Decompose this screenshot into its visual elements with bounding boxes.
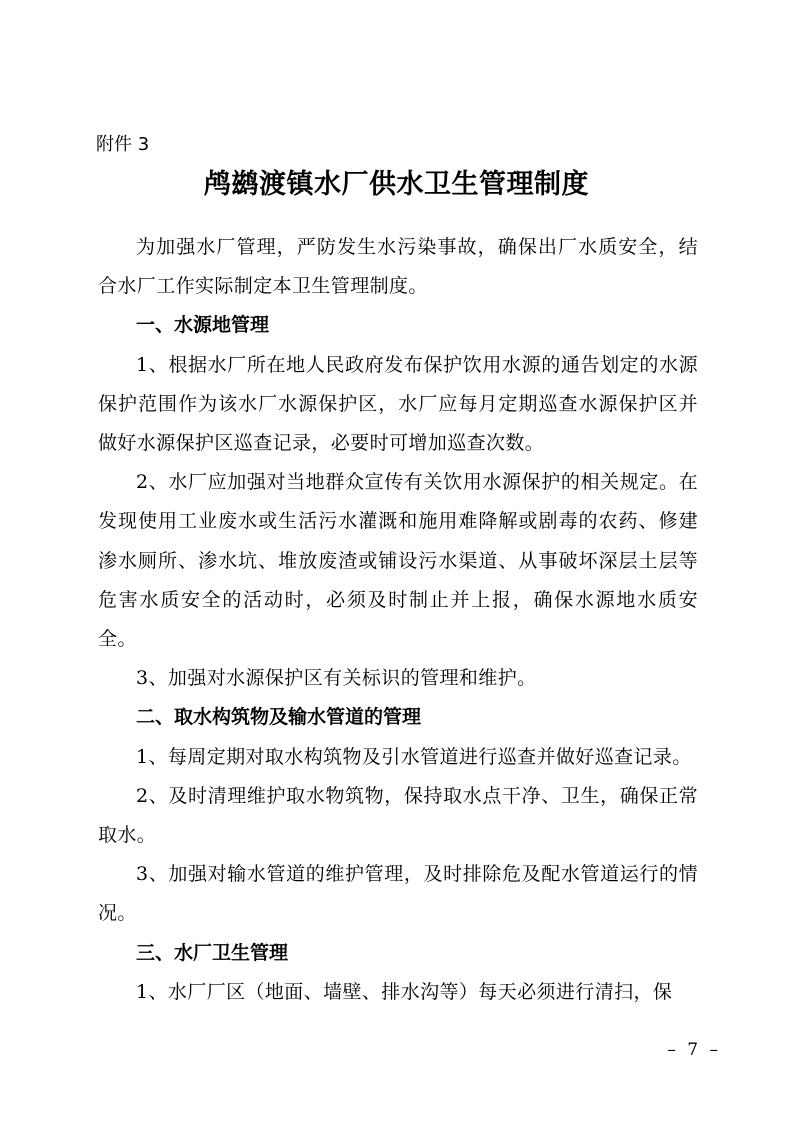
section-heading: 二、取水构筑物及输水管道的管理 [136, 706, 422, 729]
document-body [98, 228, 698, 1012]
section-paragraph: 2、及时清理维护取水物筑物，保持取水点干净、卫生，确保正常取水。 [98, 784, 698, 847]
section-paragraph: 1、水厂厂区（地面、墙壁、排水沟等）每天必须进行清扫，保 [136, 980, 673, 1003]
attachment-label: 附件 3 [96, 134, 150, 155]
intro-paragraph: 为加强水厂管理，严防发生水污染事故，确保出厂水质安全，结合水厂工作实际制定本卫生管理制度。 [98, 236, 698, 298]
section-heading: 三、水厂卫生管理 [136, 941, 289, 964]
section-paragraph: 2、水厂应加强对当地群众宣传有关饮用水源保护的相关规定。在发现使用工业废水或生活污水灌溉和施用难降解或剧毒的农药、修建渗水厕所、渗水坑、堆放废渣或铺设污水渠道、从事破坏深层土层等危害水质安全的活动时，必须及时制止并上报，确保水源地水质安全。 [98, 471, 698, 651]
section-heading: 一、水源地管理 [136, 314, 270, 337]
section-paragraph: 3、加强对水源保护区有关标识的管理和维护。 [136, 667, 537, 690]
section-paragraph: 1、根据水厂所在地人民政府发布保护饮用水源的通告划定的水源保护范围作为该水厂水源保护区，水厂应每月定期巡查水源保护区并做好水源保护区巡查记录，必要时可增加巡查次数。 [98, 353, 698, 455]
section-paragraph: 1、每周定期对取水构筑物及引水管道进行巡查并做好巡查记录。 [136, 745, 692, 768]
document-title: 鸬鹚渡镇水厂供水卫生管理制度 [204, 169, 589, 200]
section-paragraph: 3、加强对输水管道的维护管理，及时排除危及配水管道运行的情况。 [98, 863, 698, 925]
page-number: – 7 – [667, 1040, 721, 1060]
